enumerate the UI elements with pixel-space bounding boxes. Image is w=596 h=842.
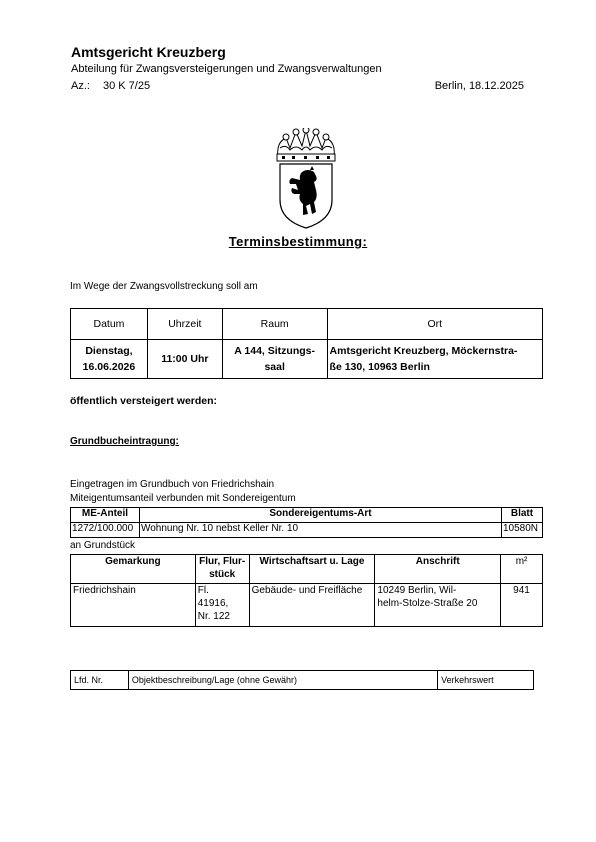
intro-text: Im Wege der Zwangsvollstreckung soll am bbox=[70, 281, 258, 292]
court-name: Amtsgericht Kreuzberg bbox=[71, 44, 226, 60]
header-description: Objektbeschreibung/Lage (ohne Gewähr) bbox=[128, 671, 437, 690]
header-district: Gemarkung bbox=[71, 555, 196, 584]
auction-statement: öffentlich versteigert werden: bbox=[70, 395, 218, 407]
property-table bbox=[70, 554, 543, 627]
appointment-place: Amtsgericht Kreuzberg, Möckernstra- ße 130, 10963 Berlin bbox=[327, 340, 542, 379]
usage-value: Gebäude- und Freifläche bbox=[249, 584, 375, 627]
header-share: ME-Anteil bbox=[71, 508, 140, 523]
berlin-bear-crest-icon bbox=[272, 128, 340, 230]
area-value: 941 bbox=[501, 584, 543, 627]
appointment-date: Dienstag, 16.06.2026 bbox=[71, 340, 148, 379]
header-row-number: Lfd. Nr. bbox=[71, 671, 129, 690]
share-table bbox=[70, 507, 543, 538]
file-number-label: Az.: bbox=[71, 80, 90, 92]
appointment-room: A 144, Sitzungs- saal bbox=[222, 340, 327, 379]
address-value: 10249 Berlin, Wil- helm-Stolze-Straße 20 bbox=[375, 584, 501, 627]
object-table bbox=[70, 670, 534, 690]
place-date: Berlin, 18.12.2025 bbox=[434, 80, 524, 92]
header-parcel: Flur, Flur- stück bbox=[195, 555, 249, 584]
page-title: Terminsbestimmung: bbox=[228, 234, 368, 249]
file-number: 30 K 7/25 bbox=[103, 80, 151, 92]
header-type: Sondereigentums-Art bbox=[139, 508, 501, 523]
section-heading: Grundbucheintragung: bbox=[70, 436, 179, 447]
register-text: Eingetragen im Grundbuch von Friedrichshain bbox=[70, 479, 274, 490]
sheet-number: 10580N bbox=[501, 523, 542, 538]
header-sheet: Blatt bbox=[501, 508, 542, 523]
header-place: Ort bbox=[327, 309, 542, 340]
share-value: 1272/100.000 bbox=[71, 523, 140, 538]
district-value: Friedrichshain bbox=[71, 584, 196, 627]
header-market-value: Verkehrswert bbox=[438, 671, 534, 690]
header-room: Raum bbox=[222, 309, 327, 340]
share-text: Miteigentumsanteil verbunden mit Sondereigentum bbox=[70, 493, 296, 504]
header-usage: Wirtschaftsart u. Lage bbox=[249, 555, 375, 584]
parcel-value: Fl. 41916, Nr. 122 bbox=[195, 584, 249, 627]
department-name: Abteilung für Zwangsversteigerungen und Zwangsverwaltungen bbox=[71, 63, 382, 75]
header-time: Uhrzeit bbox=[147, 309, 222, 340]
header-address: Anschrift bbox=[375, 555, 501, 584]
property-label: an Grundstück bbox=[70, 540, 136, 551]
appointment-table bbox=[70, 308, 543, 379]
header-date: Datum bbox=[71, 309, 148, 340]
header-area: m² bbox=[501, 555, 543, 584]
appointment-time: 11:00 Uhr bbox=[147, 340, 222, 379]
unit-type: Wohnung Nr. 10 nebst Keller Nr. 10 bbox=[139, 523, 501, 538]
